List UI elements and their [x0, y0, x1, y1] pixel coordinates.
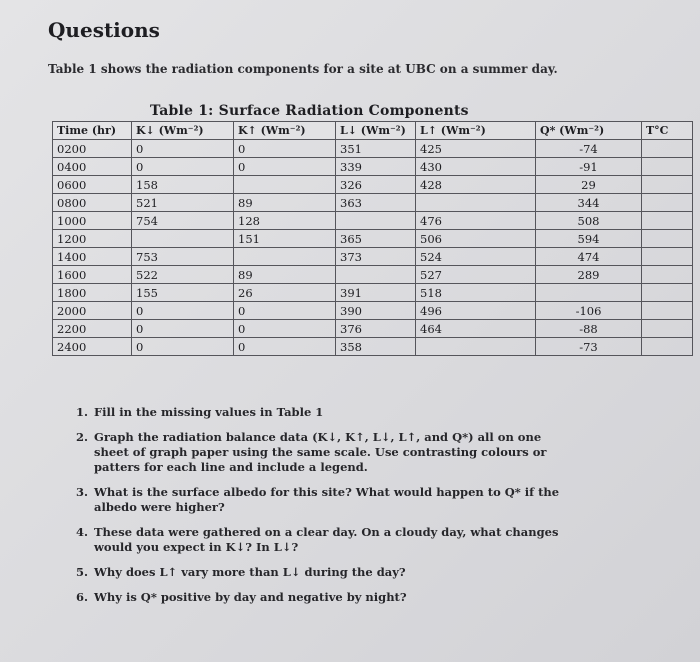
cell-time: 1800	[53, 284, 132, 302]
table-row	[53, 140, 693, 158]
cell-temperature	[642, 284, 693, 302]
cell-l-up: 518	[416, 284, 536, 302]
table-row	[53, 266, 693, 284]
cell-q-star: 508	[536, 212, 642, 230]
cell-k-down: 753	[132, 248, 234, 266]
cell-l-up: 425	[416, 140, 536, 158]
intro-text: Table 1 shows the radiation components for a site at UBC on a summer day.	[48, 62, 558, 76]
question-text: These data were gathered on a clear day. On a cloudy day, what changes would you expect in K↓? In L↓?	[94, 525, 559, 554]
cell-k-down: 754	[132, 212, 234, 230]
cell-q-star: -88	[536, 320, 642, 338]
question-number: 3.	[76, 485, 89, 499]
cell-l-up: 430	[416, 158, 536, 176]
cell-q-star	[536, 284, 642, 302]
cell-l-down: 390	[336, 302, 416, 320]
cell-temperature	[642, 338, 693, 356]
header-l-down: L↓ (Wm⁻²)	[336, 122, 416, 140]
cell-time: 1600	[53, 266, 132, 284]
cell-k-up: 0	[234, 338, 336, 356]
cell-k-down: 0	[132, 320, 234, 338]
cell-k-up: 26	[234, 284, 336, 302]
cell-k-down: 0	[132, 302, 234, 320]
question-number: 4.	[76, 525, 89, 539]
cell-temperature	[642, 158, 693, 176]
cell-k-down	[132, 230, 234, 248]
question-item	[76, 590, 576, 605]
table-caption-title: Surface Radiation Components	[218, 103, 469, 119]
cell-q-star: 474	[536, 248, 642, 266]
cell-k-down: 0	[132, 338, 234, 356]
cell-l-up: 527	[416, 266, 536, 284]
cell-l-up: 524	[416, 248, 536, 266]
cell-q-star: 344	[536, 194, 642, 212]
table-row	[53, 248, 693, 266]
cell-l-down: 376	[336, 320, 416, 338]
cell-l-down	[336, 266, 416, 284]
question-number: 2.	[76, 430, 89, 444]
table-caption-label: Table 1:	[150, 103, 214, 119]
cell-q-star: -74	[536, 140, 642, 158]
cell-time: 1000	[53, 212, 132, 230]
question-item	[76, 405, 576, 420]
cell-l-down: 363	[336, 194, 416, 212]
cell-l-down: 365	[336, 230, 416, 248]
table-row	[53, 230, 693, 248]
table-row	[53, 212, 693, 230]
cell-k-up: 89	[234, 266, 336, 284]
cell-l-up: 506	[416, 230, 536, 248]
cell-q-star: -106	[536, 302, 642, 320]
cell-time: 0800	[53, 194, 132, 212]
question-text: Graph the radiation balance data (K↓, K↑, L↓, L↑, and Q*) all on one sheet of graph paper using the same scale. Use contrasting colours or patters for each line and include a legend.	[94, 430, 547, 474]
cell-time: 0200	[53, 140, 132, 158]
cell-temperature	[642, 140, 693, 158]
cell-k-up: 151	[234, 230, 336, 248]
table-row	[53, 338, 693, 356]
table-row	[53, 302, 693, 320]
cell-l-up: 464	[416, 320, 536, 338]
header-k-up: K↑ (Wm⁻²)	[234, 122, 336, 140]
cell-l-down: 373	[336, 248, 416, 266]
question-text: What is the surface albedo for this site? What would happen to Q* if the albedo were higher?	[94, 485, 560, 514]
table-caption	[150, 103, 469, 119]
cell-l-down: 358	[336, 338, 416, 356]
page-heading: Questions	[48, 18, 160, 42]
table-row	[53, 194, 693, 212]
question-text: Why is Q* positive by day and negative by night?	[94, 590, 407, 604]
cell-k-up	[234, 176, 336, 194]
header-l-up: L↑ (Wm⁻²)	[416, 122, 536, 140]
question-item	[76, 525, 576, 555]
table-row	[53, 284, 693, 302]
question-item	[76, 430, 576, 475]
table-row	[53, 320, 693, 338]
cell-k-down: 155	[132, 284, 234, 302]
cell-k-down: 521	[132, 194, 234, 212]
cell-l-down: 339	[336, 158, 416, 176]
cell-temperature	[642, 212, 693, 230]
cell-q-star: -91	[536, 158, 642, 176]
cell-time: 0600	[53, 176, 132, 194]
cell-k-up: 0	[234, 140, 336, 158]
header-k-down: K↓ (Wm⁻²)	[132, 122, 234, 140]
cell-k-up: 128	[234, 212, 336, 230]
question-number: 5.	[76, 565, 89, 579]
cell-temperature	[642, 230, 693, 248]
question-item	[76, 565, 576, 580]
cell-time: 2000	[53, 302, 132, 320]
cell-l-up: 476	[416, 212, 536, 230]
question-number: 6.	[76, 590, 89, 604]
cell-k-down: 158	[132, 176, 234, 194]
cell-l-up: 428	[416, 176, 536, 194]
cell-l-up	[416, 338, 536, 356]
cell-temperature	[642, 194, 693, 212]
cell-temperature	[642, 320, 693, 338]
question-list	[76, 405, 576, 615]
cell-time: 1400	[53, 248, 132, 266]
cell-time: 2400	[53, 338, 132, 356]
cell-l-down	[336, 212, 416, 230]
cell-temperature	[642, 176, 693, 194]
cell-k-up: 0	[234, 158, 336, 176]
cell-q-star: 289	[536, 266, 642, 284]
cell-q-star: 594	[536, 230, 642, 248]
question-number: 1.	[76, 405, 89, 419]
cell-l-down: 326	[336, 176, 416, 194]
header-temperature: T°C	[642, 122, 693, 140]
cell-l-down: 351	[336, 140, 416, 158]
cell-k-up: 0	[234, 320, 336, 338]
cell-q-star: -73	[536, 338, 642, 356]
cell-temperature	[642, 248, 693, 266]
question-text: Why does L↑ vary more than L↓ during the day?	[94, 565, 406, 579]
cell-temperature	[642, 302, 693, 320]
cell-k-down: 522	[132, 266, 234, 284]
cell-l-up	[416, 194, 536, 212]
cell-temperature	[642, 266, 693, 284]
cell-l-down: 391	[336, 284, 416, 302]
cell-k-up: 0	[234, 302, 336, 320]
question-text: Fill in the missing values in Table 1	[94, 405, 324, 419]
question-item	[76, 485, 576, 515]
cell-k-down: 0	[132, 140, 234, 158]
table-row	[53, 176, 693, 194]
table-header-row	[53, 122, 693, 140]
cell-time: 0400	[53, 158, 132, 176]
cell-time: 1200	[53, 230, 132, 248]
table-row	[53, 158, 693, 176]
header-time: Time (hr)	[53, 122, 132, 140]
cell-time: 2200	[53, 320, 132, 338]
cell-k-up	[234, 248, 336, 266]
cell-k-up: 89	[234, 194, 336, 212]
cell-k-down: 0	[132, 158, 234, 176]
cell-q-star: 29	[536, 176, 642, 194]
cell-l-up: 496	[416, 302, 536, 320]
radiation-table	[52, 121, 693, 356]
header-q-star: Q* (Wm⁻²)	[536, 122, 642, 140]
